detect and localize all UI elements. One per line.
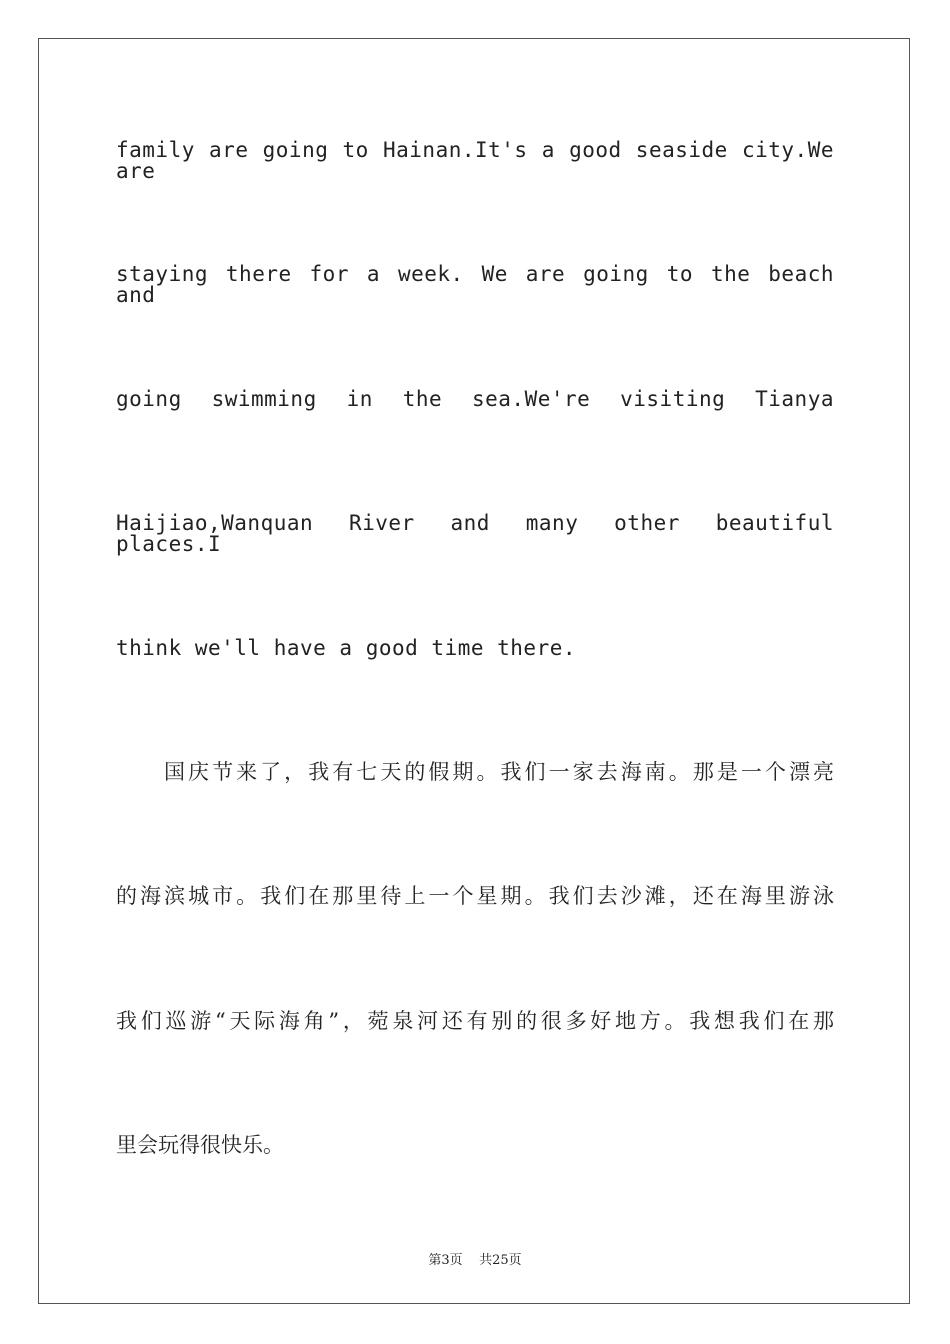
page-border — [38, 38, 910, 1304]
english-text-line-4: Haijiao,Wanquan River and many other beautiful places.I — [116, 511, 834, 556]
chinese-text-line-3: 我们巡游“天际海角”，菀泉河还有别的很多好地方。我想我们在那 — [116, 1009, 834, 1033]
english-text-line-5: think we'll have a good time there. — [116, 636, 577, 660]
english-text-line-3: going swimming in the sea.We're visiting Tianya — [116, 387, 834, 411]
chinese-text-line-2: 的海滨城市。我们在那里待上一个星期。我们去沙滩，还在海里游泳 — [116, 884, 834, 908]
english-text-line-1: family are going to Hainan.It's a good seaside city.We are — [116, 138, 834, 183]
page-number: 第3页 — [428, 1253, 463, 1268]
english-text-line-2: staying there for a week. We are going to the beach and — [116, 262, 834, 307]
chinese-text-line-4: 里会玩得很快乐。 — [116, 1133, 284, 1157]
total-pages: 共25页 — [479, 1253, 522, 1268]
page-footer — [0, 1249, 950, 1268]
chinese-text-line-1: 国庆节来了，我有七天的假期。我们一家去海南。那是一个漂亮 — [164, 760, 834, 784]
